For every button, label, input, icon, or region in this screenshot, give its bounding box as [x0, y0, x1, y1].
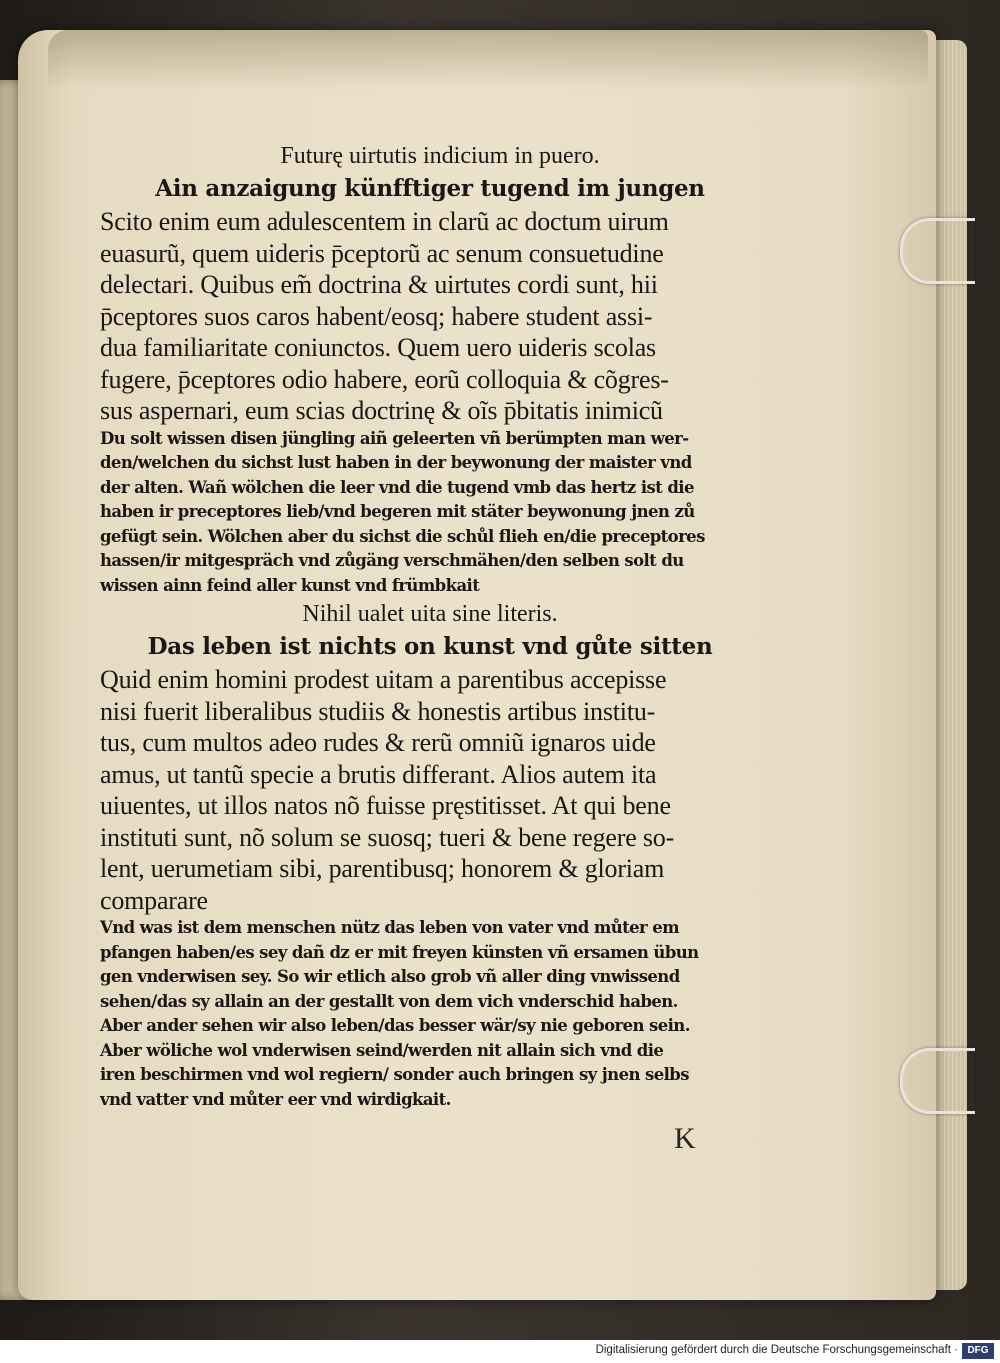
digitization-footer	[0, 1340, 1000, 1363]
text-line: delectari. Quibus em̃ doctrina & uirtutes cordi sunt, hii	[100, 270, 658, 299]
text-line: sehen/das sy allain an der gestallt von dem vich vnderschid haben.	[100, 991, 678, 1011]
latin-paragraph	[100, 664, 760, 916]
signature-mark: K	[674, 1122, 696, 1155]
text-line: den/welchen du sichst lust haben in der beywonung der maister vnd	[100, 453, 692, 472]
text-line: gefügt sein. Wölchen aber du sichst die schůl flieh en/die preceptores	[100, 526, 705, 546]
page-text	[100, 140, 760, 1112]
text-line: amus, ut tantũ specie a brutis differant. Alios autem ita	[100, 759, 657, 789]
german-paragraph	[100, 427, 760, 599]
german-paragraph	[100, 916, 760, 1112]
text-line: Aber wöliche wol vnderwisen seind/werden nit allain sich vnd die	[100, 1040, 664, 1060]
text-line: p̄ceptores suos caros habent/eosq; habere student assi-	[100, 301, 653, 331]
text-line: Quid enim homini prodest uitam a parentibus accepisse	[100, 665, 667, 694]
text-line: Vnd was ist dem menschen nütz das leben von vater vnd můter em	[100, 918, 680, 937]
text-line: Aber ander sehen wir also leben/das besser wär/sy nie geboren sein.	[100, 1016, 690, 1035]
text-line: wissen ainn feind aller kunst vnd frümbkait	[100, 575, 480, 595]
latin-heading: Nihil ualet uita sine literis.	[302, 601, 558, 627]
text-line: nisi fuerit liberalibus studiis & honestis artibus institu-	[100, 696, 656, 726]
text-line: haben ir preceptores lieb/vnd begeren mit stäter beywonung jnen zů	[100, 502, 695, 521]
text-line: comparare	[100, 885, 208, 915]
text-line: uiuentes, ut illos natos nõ fuisse pręstitisset. At qui bene	[100, 791, 671, 820]
text-line: euasurũ, quem uideris p̄ceptorũ ac senum consuetudine	[100, 238, 664, 268]
text-line: instituti sunt, nõ solum se suosq; tueri & bene regere so-	[100, 822, 675, 852]
german-heading: Ain anzaigung künfftiger tugend im jungen	[155, 175, 705, 202]
footer-credit: Digitalisierung gefördert durch die Deutsche Forschungsgemeinschaft ·	[595, 1344, 958, 1356]
page-clip-top	[900, 218, 975, 284]
text-line: dua familiaritate coniunctos. Quem uero uideris scolas	[100, 333, 656, 362]
text-line: Du solt wissen disen jüngling aiñ geleerten vñ berümpten man wer-	[100, 428, 689, 448]
text-line: der alten. Wañ wölchen die leer vnd die tugend vmb das hertz ist die	[100, 477, 694, 497]
dfg-logo: DFG	[962, 1343, 994, 1359]
text-line: Scito enim eum adulescentem in clarũ ac doctum uirum	[100, 207, 669, 236]
text-line: fugere, p̄ceptores odio habere, eorũ colloquia & cõgres-	[100, 364, 669, 394]
latin-heading: Futurę uirtutis indicium in puero.	[280, 143, 600, 169]
german-heading: Das leben ist nichts on kunst vnd gůte sitten	[147, 633, 713, 660]
text-line: pfangen haben/es sey dañ dz er mit freyen künsten vñ ersamen übun	[100, 942, 699, 962]
latin-paragraph	[100, 206, 760, 427]
text-line: tus, cum multos adeo rudes & rerũ omniũ ignaros uide	[100, 728, 656, 757]
text-line: vnd vatter vnd můter eer vnd wirdigkait.	[100, 1089, 451, 1109]
text-line: gen vnderwisen sey. So wir etlich also grob vñ aller ding vnwissend	[100, 967, 680, 986]
page-clip-bottom	[900, 1048, 975, 1114]
text-line: lent, uerumetiam sibi, parentibusq; honorem & gloriam	[100, 854, 665, 883]
text-line: sus aspernari, eum scias doctrinę & oĩs p̄bitatis inimicũ	[100, 396, 663, 425]
text-line: iren beschirmen vnd wol regiern/ sonder auch bringen sy jnen selbs	[100, 1065, 689, 1084]
text-line: hassen/ir mitgespräch vnd zůgäng verschmähen/den selben solt du	[100, 551, 684, 570]
